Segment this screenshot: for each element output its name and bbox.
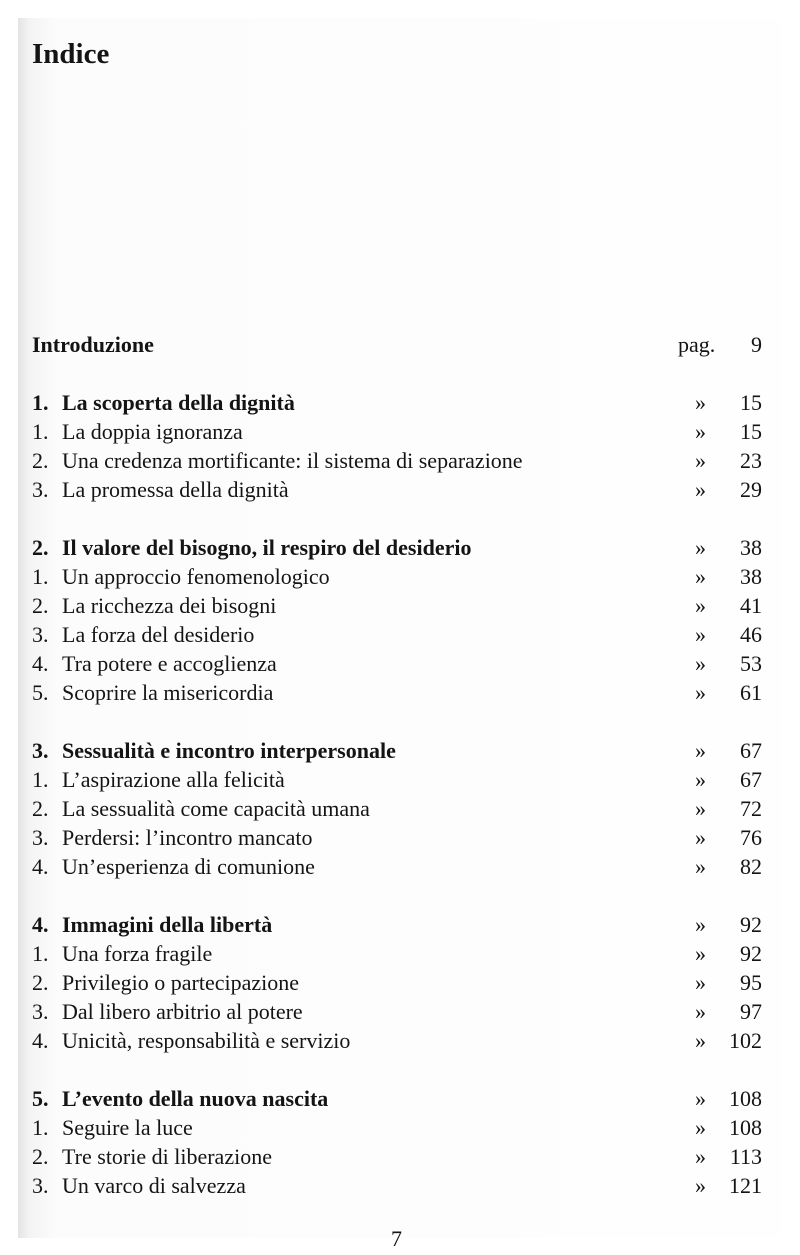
book-page xyxy=(18,18,782,1251)
toc-entry-number: 1. xyxy=(32,390,49,415)
toc-section xyxy=(32,823,762,852)
toc-page-marker: » xyxy=(695,912,706,937)
toc-page-marker: » xyxy=(695,738,706,763)
toc-entry-title: L’evento della nuova nascita xyxy=(62,1086,329,1111)
toc-page-number: 29 xyxy=(740,477,762,502)
toc-page-marker: » xyxy=(695,1115,706,1140)
toc-page-number: 72 xyxy=(740,796,762,821)
toc-page-number: 46 xyxy=(740,622,762,647)
toc-section xyxy=(32,649,762,678)
toc-chapter xyxy=(32,1084,762,1113)
toc-chapters xyxy=(32,388,762,1200)
toc-entry-number: 4. xyxy=(32,854,49,879)
toc-section xyxy=(32,765,762,794)
toc-page-number: 15 xyxy=(740,390,762,415)
toc-page-number: 113 xyxy=(729,1144,762,1169)
toc-page-marker: » xyxy=(695,680,706,705)
toc-section xyxy=(32,678,762,707)
toc-chapter xyxy=(32,910,762,939)
toc-entry-number: 3. xyxy=(32,999,49,1024)
toc-page-marker: » xyxy=(695,477,706,502)
toc-page-number: 67 xyxy=(740,767,762,792)
toc-page-marker: » xyxy=(695,564,706,589)
toc-section xyxy=(32,939,762,968)
toc-entry-title: L’aspirazione alla felicità xyxy=(62,767,285,792)
toc-page-marker: » xyxy=(695,941,706,966)
toc-entry-title: Perdersi: l’incontro mancato xyxy=(62,825,313,850)
toc-entry-title: Dal libero arbitrio al potere xyxy=(62,999,303,1024)
toc-entry-title: La forza del desiderio xyxy=(62,622,255,647)
toc-page-marker: » xyxy=(695,593,706,618)
toc-page-marker: » xyxy=(695,1144,706,1169)
toc-page-number: 108 xyxy=(729,1086,762,1111)
table-of-contents xyxy=(32,330,762,1200)
toc-entry-number: 4. xyxy=(32,651,49,676)
toc-page-marker: » xyxy=(695,1086,706,1111)
toc-title: Introduzione xyxy=(32,332,154,357)
toc-page-marker: » xyxy=(695,622,706,647)
toc-entry-title: Una forza fragile xyxy=(62,941,213,966)
toc-page-marker: » xyxy=(695,390,706,415)
toc-entry-number: 1. xyxy=(32,419,49,444)
toc-section xyxy=(32,968,762,997)
toc-entry-number: 1. xyxy=(32,564,49,589)
toc-section xyxy=(32,562,762,591)
toc-page-marker: » xyxy=(695,535,706,560)
toc-page-marker: » xyxy=(695,1028,706,1053)
toc-entry-title: Un varco di salvezza xyxy=(62,1173,246,1198)
toc-page-number: 38 xyxy=(740,564,762,589)
toc-chapter xyxy=(32,533,762,562)
toc-page-number: 9 xyxy=(751,332,762,357)
toc-page-marker: » xyxy=(695,970,706,995)
toc-entry-number: 4. xyxy=(32,912,49,937)
toc-entry-number: 3. xyxy=(32,1173,49,1198)
toc-entry-title: La scoperta della dignità xyxy=(62,390,295,415)
toc-page-number: 97 xyxy=(740,999,762,1024)
toc-page-marker: » xyxy=(695,796,706,821)
toc-entry-title: Scoprire la misericordia xyxy=(62,680,274,705)
toc-entry-title: La doppia ignoranza xyxy=(62,419,243,444)
toc-entry-number: 3. xyxy=(32,738,49,763)
toc-page-number: 41 xyxy=(740,593,762,618)
toc-entry-number: 2. xyxy=(32,535,49,560)
toc-section xyxy=(32,852,762,881)
toc-section xyxy=(32,1113,762,1142)
toc-chapter xyxy=(32,736,762,765)
toc-page-marker: » xyxy=(695,651,706,676)
toc-entry-number: 1. xyxy=(32,941,49,966)
toc-page-marker: » xyxy=(695,419,706,444)
toc-page-number: 82 xyxy=(740,854,762,879)
toc-entry-title: Seguire la luce xyxy=(62,1115,193,1140)
toc-page-number: 108 xyxy=(729,1115,762,1140)
toc-chapter xyxy=(32,388,762,417)
toc-page-number: 53 xyxy=(740,651,762,676)
toc-entry-title: Un’esperienza di comunione xyxy=(62,854,315,879)
toc-entry-number: 2. xyxy=(32,970,49,995)
toc-entry-title: Unicità, responsabilità e servizio xyxy=(62,1028,351,1053)
toc-section xyxy=(32,417,762,446)
toc-entry-number: 5. xyxy=(32,1086,49,1111)
toc-page-marker: » xyxy=(695,1173,706,1198)
toc-section xyxy=(32,1026,762,1055)
toc-section xyxy=(32,591,762,620)
toc-entry-title: Privilegio o partecipazione xyxy=(62,970,300,995)
toc-page-number: 15 xyxy=(740,419,762,444)
toc-page-number: 23 xyxy=(740,448,762,473)
toc-entry-title: La sessualità come capacità umana xyxy=(62,796,370,821)
page-number: 7 xyxy=(391,1226,402,1251)
toc-page-number: 67 xyxy=(740,738,762,763)
toc-entry-number: 4. xyxy=(32,1028,49,1053)
toc-page-number: 38 xyxy=(740,535,762,560)
toc-page-marker: pag. xyxy=(678,332,716,357)
toc-entry-title: Tra potere e accoglienza xyxy=(62,651,277,676)
toc-page-marker: » xyxy=(695,448,706,473)
toc-page-number: 92 xyxy=(740,941,762,966)
toc-page-marker: » xyxy=(695,999,706,1024)
toc-entry-title: Il valore del bisogno, il respiro del desiderio xyxy=(62,535,472,560)
toc-page-marker: » xyxy=(695,767,706,792)
toc-page-number: 92 xyxy=(740,912,762,937)
toc-entry-title: Tre storie di liberazione xyxy=(62,1144,272,1169)
toc-entry-number: 2. xyxy=(32,448,49,473)
toc-entry-title: Immagini della libertà xyxy=(62,912,273,937)
toc-page-number: 76 xyxy=(740,825,762,850)
toc-introduction xyxy=(32,330,762,359)
toc-entry-title: La ricchezza dei bisogni xyxy=(62,593,277,618)
toc-section xyxy=(32,620,762,649)
toc-entry-title: Una credenza mortificante: il sistema di separazione xyxy=(62,448,523,473)
toc-section xyxy=(32,475,762,504)
toc-entry-number: 5. xyxy=(32,680,49,705)
toc-section xyxy=(32,794,762,823)
toc-page-number: 121 xyxy=(729,1173,762,1198)
toc-entry-number: 2. xyxy=(32,1144,49,1169)
toc-entry-number: 3. xyxy=(32,622,49,647)
toc-entry-title: Sessualità e incontro interpersonale xyxy=(62,738,396,763)
page-title: Indice xyxy=(32,38,110,70)
toc-section xyxy=(32,1171,762,1200)
toc-entry-number: 1. xyxy=(32,767,49,792)
toc-entry-number: 2. xyxy=(32,593,49,618)
toc-section xyxy=(32,446,762,475)
toc-entry-title: Un approccio fenomenologico xyxy=(62,564,330,589)
toc-page-number: 102 xyxy=(729,1028,762,1053)
toc-page-number: 95 xyxy=(740,970,762,995)
toc-entry-title: La promessa della dignità xyxy=(62,477,289,502)
toc-section xyxy=(32,1142,762,1171)
toc-section xyxy=(32,997,762,1026)
toc-page-marker: » xyxy=(695,825,706,850)
toc-entry-number: 3. xyxy=(32,477,49,502)
toc-entry-number: 2. xyxy=(32,796,49,821)
toc-page-marker: » xyxy=(695,854,706,879)
toc-entry-number: 1. xyxy=(32,1115,49,1140)
toc-entry-number: 3. xyxy=(32,825,49,850)
toc-page-number: 61 xyxy=(740,680,762,705)
